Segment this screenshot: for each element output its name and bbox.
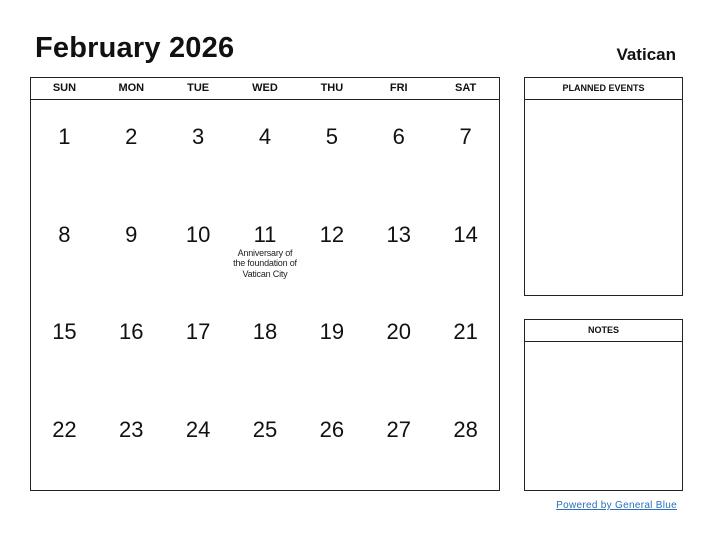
day-cell	[232, 100, 299, 198]
weekday-sun: SUN	[52, 82, 77, 94]
weekday-tue: TUE	[187, 82, 210, 94]
notes-heading: NOTES	[525, 320, 682, 342]
day-number: 9	[125, 221, 138, 247]
day-cell	[365, 100, 432, 198]
day-number: 11	[253, 221, 277, 247]
planned-events-panel	[524, 77, 683, 296]
day-number: 25	[252, 416, 278, 442]
weekday-header	[31, 78, 499, 100]
day-cell	[232, 198, 299, 296]
day-cell	[365, 393, 432, 491]
calendar-week	[31, 100, 499, 198]
day-cell	[298, 100, 365, 198]
country-label: Vatican	[616, 45, 676, 64]
day-cell	[298, 198, 365, 296]
day-cell	[165, 393, 232, 491]
day-cell	[31, 198, 98, 296]
page-title: February 2026	[35, 32, 235, 64]
day-cell	[165, 198, 232, 296]
day-number: 3	[192, 124, 205, 149]
day-number: 13	[386, 221, 411, 247]
holiday-label: Anniversary of the foundation of Vatican City	[233, 247, 297, 279]
day-number: 12	[319, 221, 345, 247]
day-cell	[432, 295, 499, 393]
day-number: 24	[185, 416, 211, 442]
day-number: 16	[119, 319, 144, 344]
day-cell	[298, 393, 365, 491]
day-cell	[165, 100, 232, 198]
day-cell	[98, 295, 165, 393]
day-number: 26	[319, 416, 345, 442]
day-number: 1	[58, 124, 71, 149]
day-cell	[98, 198, 165, 296]
day-cell	[298, 295, 365, 393]
day-number: 18	[252, 319, 278, 344]
day-cell	[98, 393, 165, 491]
day-number: 5	[325, 124, 338, 149]
calendar-week	[31, 393, 499, 491]
day-cell	[432, 198, 499, 296]
day-cell	[31, 393, 98, 491]
day-number: 7	[459, 124, 472, 149]
day-cell	[365, 198, 432, 296]
day-number: 4	[258, 124, 272, 149]
day-cell	[98, 100, 165, 198]
calendar-weeks	[31, 100, 499, 490]
day-number: 27	[386, 416, 411, 442]
day-number: 10	[185, 221, 211, 247]
calendar-grid	[30, 77, 500, 491]
planned-events-heading: PLANNED EVENTS	[525, 78, 682, 100]
weekday-sat: SAT	[454, 82, 477, 94]
calendar-week	[31, 198, 499, 296]
day-cell	[31, 100, 98, 198]
day-number: 2	[125, 124, 138, 149]
weekday-fri: FRI	[389, 82, 408, 94]
day-number: 28	[453, 416, 478, 442]
day-number: 23	[119, 416, 144, 442]
calendar-week	[31, 295, 499, 393]
day-cell	[232, 393, 299, 491]
notes-panel	[524, 319, 683, 491]
day-number: 17	[185, 319, 211, 344]
day-number: 8	[58, 221, 71, 247]
weekday-mon: MON	[118, 82, 145, 94]
day-cell	[232, 295, 299, 393]
day-cell	[365, 295, 432, 393]
day-number: 22	[52, 416, 77, 442]
day-number: 20	[386, 319, 411, 344]
day-number: 6	[392, 124, 405, 149]
day-number: 14	[453, 221, 478, 247]
day-cell	[31, 295, 98, 393]
day-number: 21	[453, 319, 478, 344]
day-cell	[432, 100, 499, 198]
day-cell	[432, 393, 499, 491]
powered-by-link[interactable]: Powered by General Blue	[556, 500, 677, 511]
weekday-wed: WED	[252, 82, 278, 94]
weekday-thu: THU	[320, 82, 344, 94]
day-number: 19	[319, 319, 345, 344]
day-cell	[165, 295, 232, 393]
day-number: 15	[52, 319, 77, 344]
